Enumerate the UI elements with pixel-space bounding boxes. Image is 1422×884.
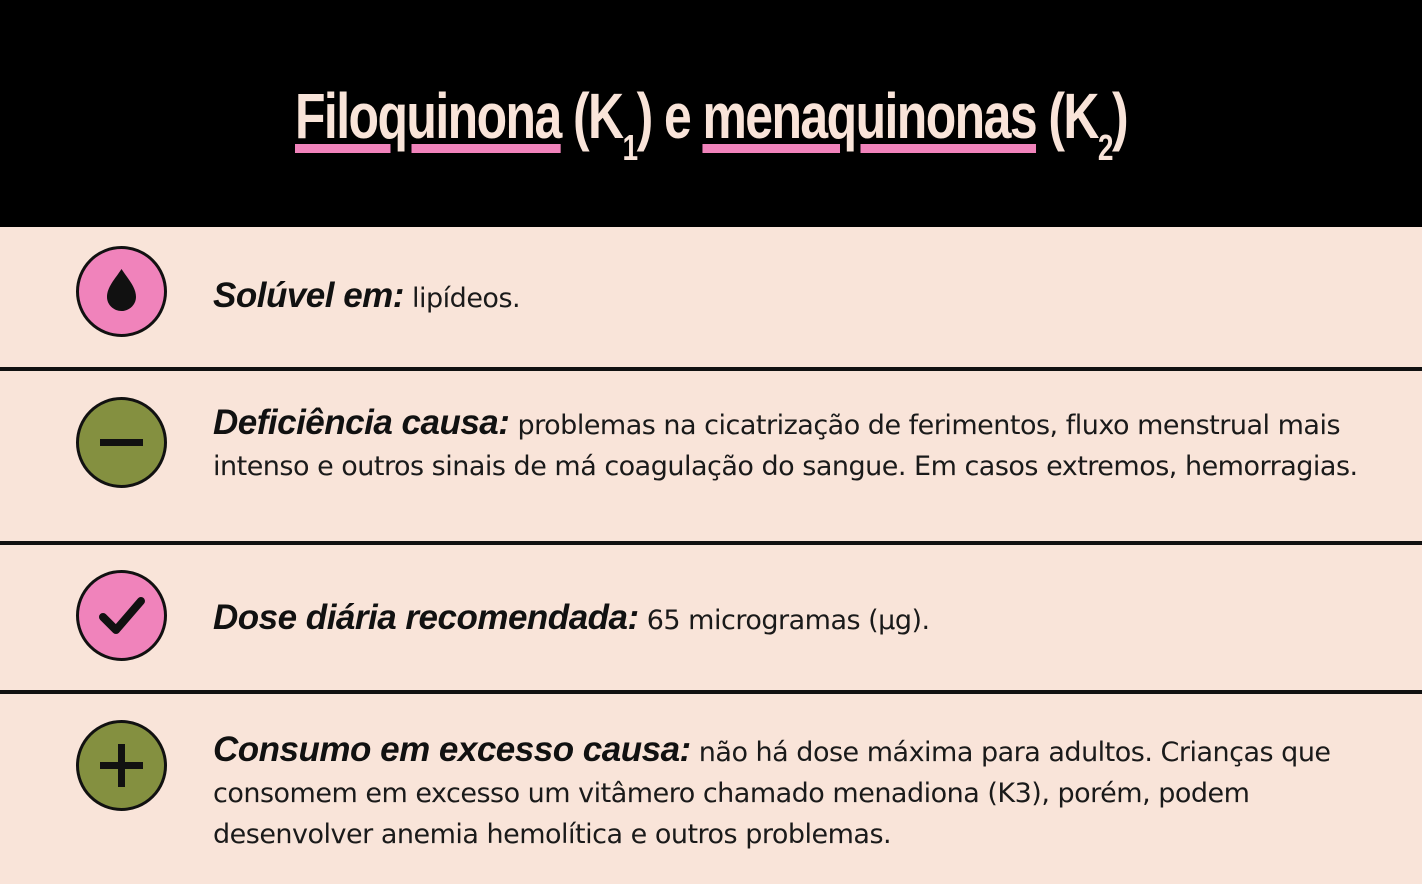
check-icon — [76, 570, 167, 661]
row-label: Solúvel em: — [213, 276, 404, 315]
title-menaquinonas: menaquinonas — [702, 80, 1037, 152]
row-soluvel — [0, 227, 1422, 368]
minus-icon — [76, 397, 167, 488]
title-k1-open: (K — [560, 80, 623, 152]
row-label: Deficiência causa: — [213, 403, 510, 442]
title-k2-open: (K — [1036, 80, 1098, 152]
row-text — [213, 597, 1363, 641]
row-deficiencia — [0, 371, 1422, 541]
title-sub-1: 1 — [622, 127, 637, 168]
row-value: não há dose máxima para adultos. Crianças que consomem em excesso um vitâmero chamado menadiona (K3), porém, podem desenvolver anemia hemolítica e outros problemas. — [213, 737, 1331, 850]
row-excesso — [0, 694, 1422, 884]
row-text — [213, 275, 1363, 319]
row-dose — [0, 545, 1422, 690]
title-k1-close: ) e — [636, 80, 703, 152]
title-k2-close: ) — [1111, 80, 1128, 152]
title-sub-2: 2 — [1097, 127, 1112, 168]
drop-icon — [76, 246, 167, 337]
page-title — [156, 78, 1265, 168]
row-label: Dose diária recomendada: — [213, 598, 639, 637]
row-label: Consumo em excesso causa: — [213, 730, 691, 769]
row-value: lipídeos. — [403, 283, 521, 314]
row-value: problemas na cicatrização de ferimentos, fluxo menstrual mais intenso e outros sinais de má coagulação do sangue. Em casos extremos, hemorragias. — [213, 410, 1358, 482]
row-value: 65 microgramas (µg). — [638, 605, 930, 636]
row-text — [213, 402, 1363, 487]
title-filoquinona: Filoquinona — [294, 80, 561, 152]
header — [0, 0, 1422, 227]
row-text — [213, 729, 1363, 855]
plus-icon — [76, 720, 167, 811]
